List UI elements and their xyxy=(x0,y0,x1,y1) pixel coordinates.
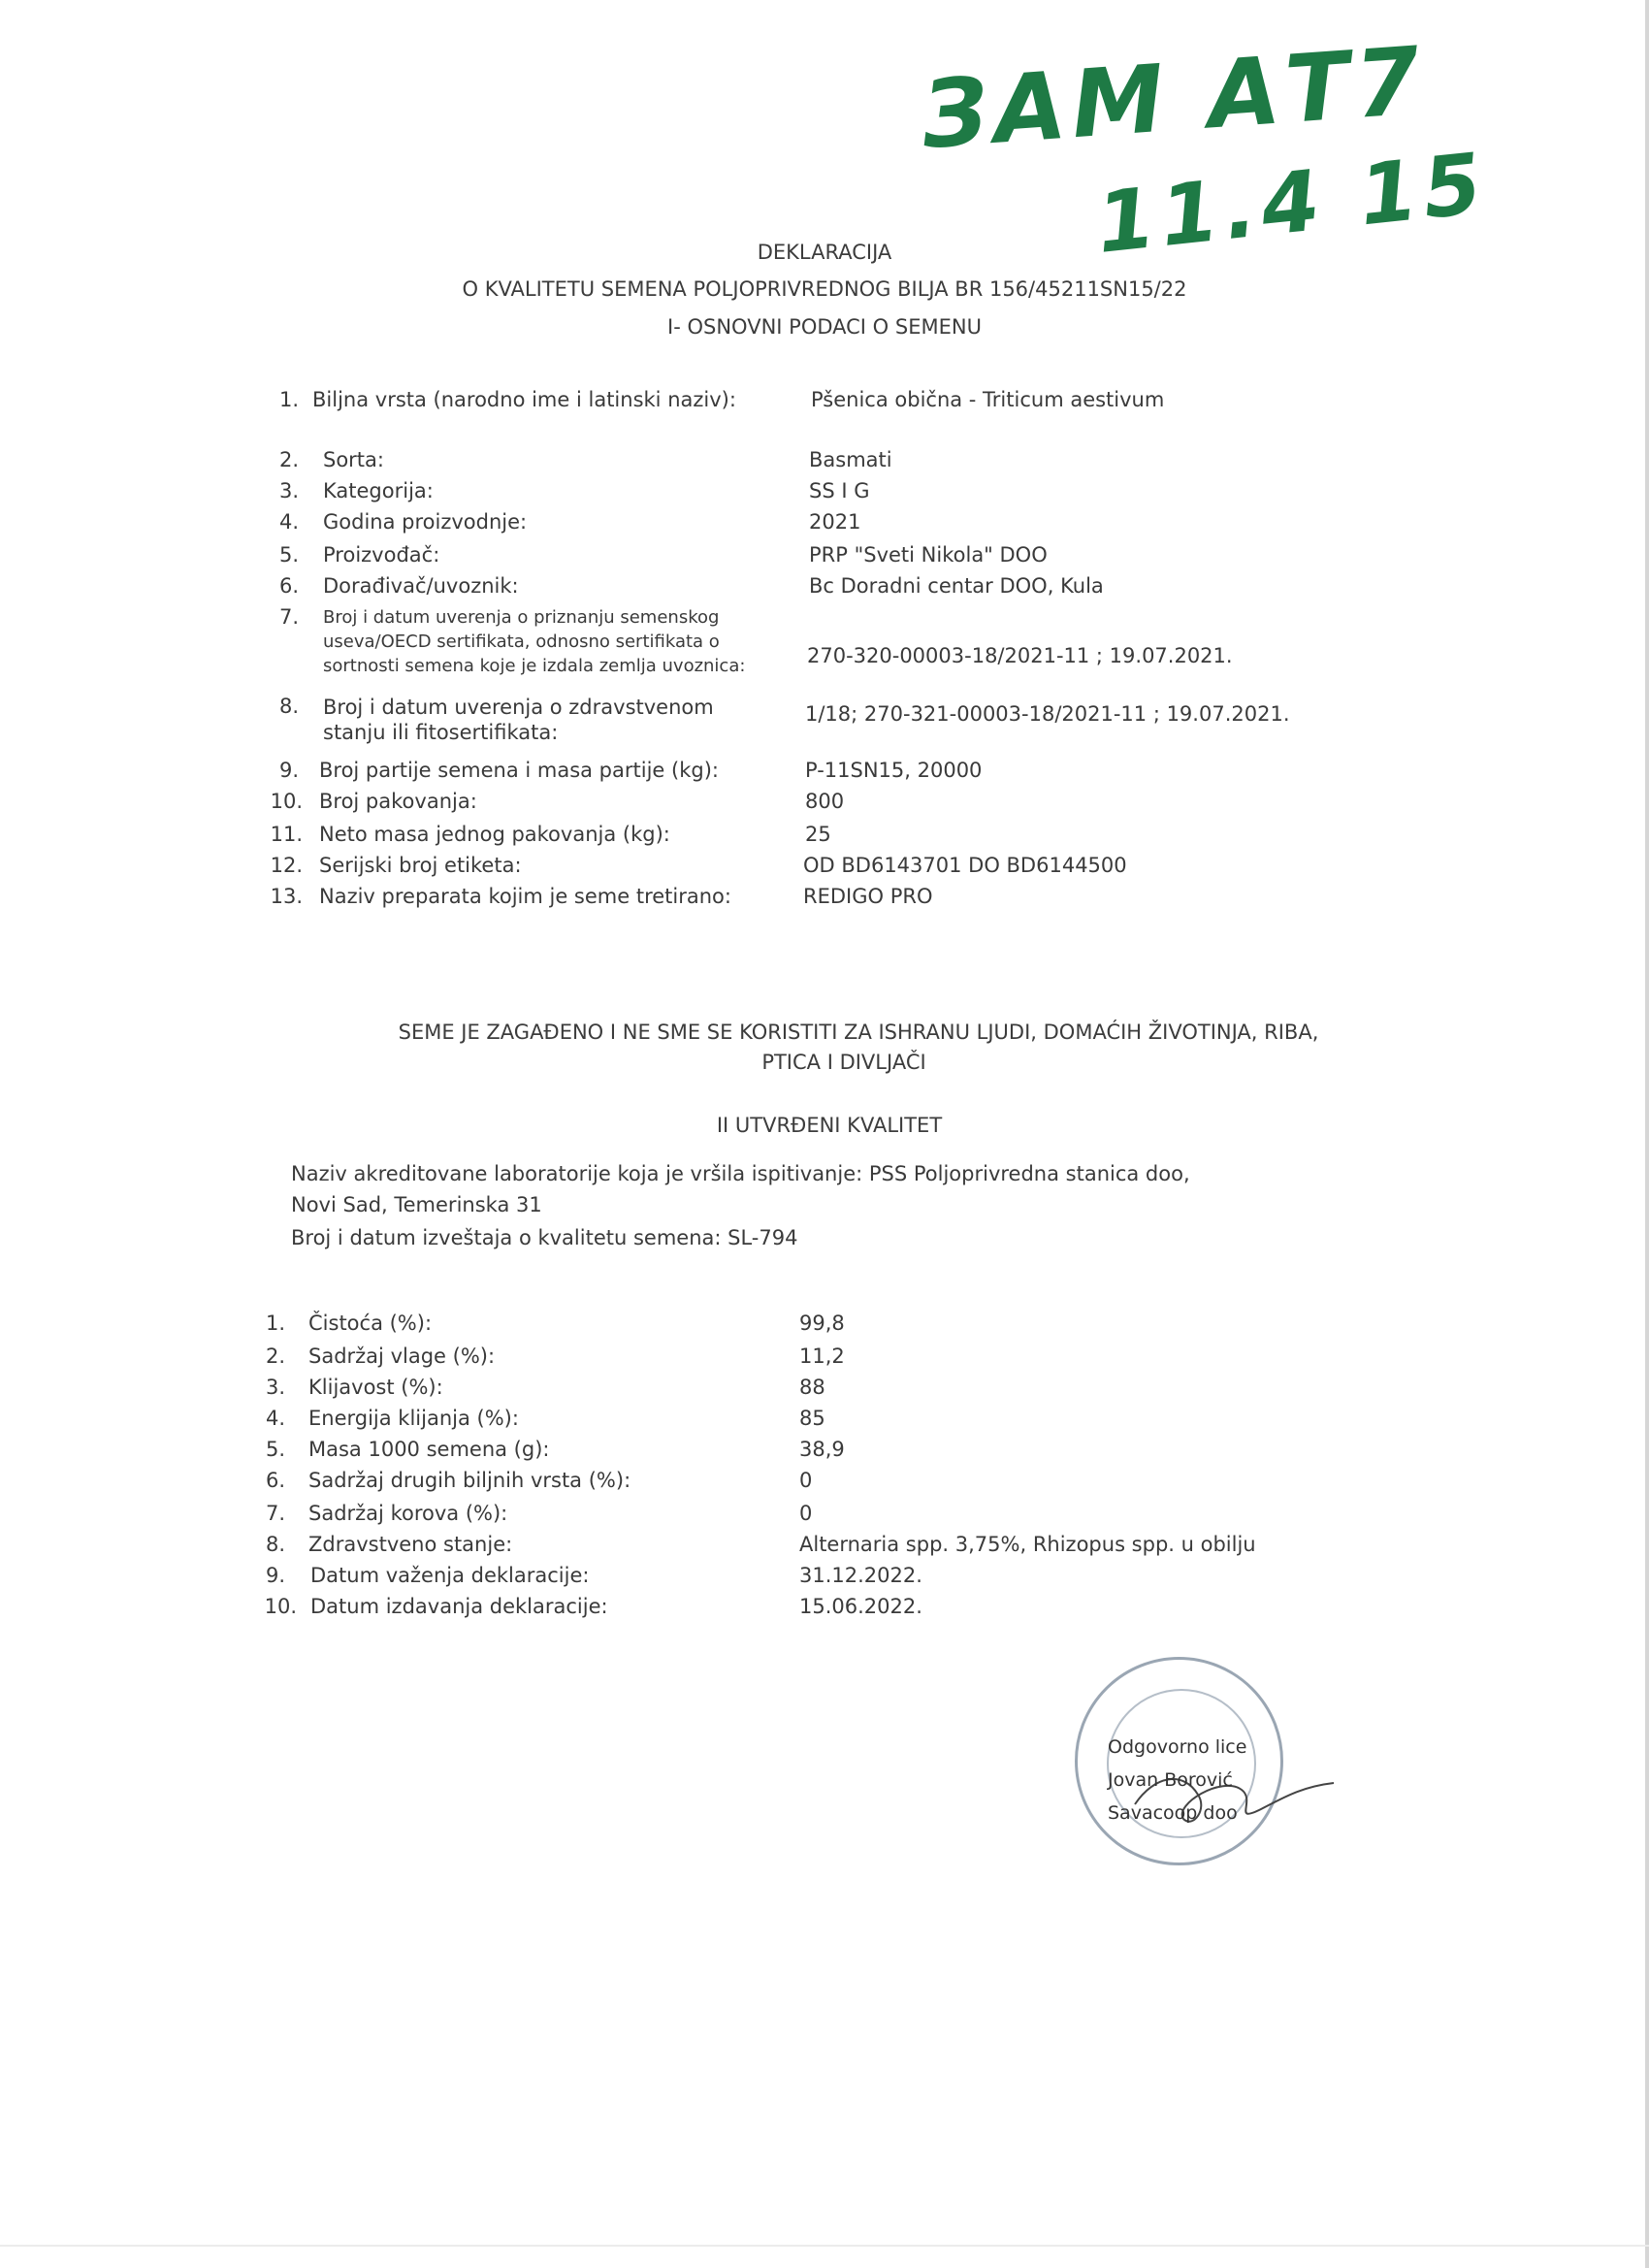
row-number: 6. xyxy=(278,574,299,598)
row-label: Zdravstveno stanje: xyxy=(308,1533,513,1556)
lab-name-line2: Novi Sad, Temerinska 31 xyxy=(291,1193,542,1216)
row-value: 11,2 xyxy=(799,1345,845,1368)
row-label: Biljna vrsta (narodno ime i latinski naziv): xyxy=(312,388,736,411)
row-value: 31.12.2022. xyxy=(799,1564,922,1587)
scan-edge xyxy=(1645,0,1649,2268)
row-label: Sorta: xyxy=(323,448,384,471)
row-label: Dorađivač/uvoznik: xyxy=(323,574,519,598)
row-number: 3. xyxy=(265,1376,285,1399)
row-value: OD BD6143701 DO BD6144500 xyxy=(803,854,1127,877)
row-value: 25 xyxy=(805,823,831,846)
row-number: 2. xyxy=(265,1345,285,1368)
row-number: 5. xyxy=(278,543,299,567)
row-value: 270-320-00003-18/2021-11 ; 19.07.2021. xyxy=(807,644,1233,667)
row-value: P-11SN15, 20000 xyxy=(805,759,983,782)
row-number: 12. xyxy=(270,854,303,877)
row-number: 13. xyxy=(270,885,303,908)
row-label: Serijski broj etiketa: xyxy=(319,854,522,877)
row-number: 7. xyxy=(265,1502,285,1525)
row-label: Kategorija: xyxy=(323,479,434,502)
row-value: SS I G xyxy=(809,479,870,502)
row-label: Naziv preparata kojim je seme tretirano: xyxy=(319,885,731,908)
row-number: 8. xyxy=(278,695,299,718)
scan-bottom-line xyxy=(0,2245,1649,2247)
row-value: 15.06.2022. xyxy=(799,1595,922,1618)
row-label: Broj pakovanja: xyxy=(319,790,477,813)
row-label: Broj i datum uverenja o priznanju semenskog useva/OECD sertifikata, odnosno sertifikata o sortnosti semena koje je izdala zemlja uvoznica: xyxy=(323,607,746,676)
row-number: 9. xyxy=(278,759,299,782)
row-value: 800 xyxy=(805,790,845,813)
responsible-person-label: Odgovorno lice xyxy=(1108,1736,1247,1758)
row-label: Datum izdavanja deklaracije: xyxy=(310,1595,608,1618)
row-value: 0 xyxy=(799,1502,813,1525)
document-title: DEKLARACIJA xyxy=(757,241,892,264)
row-label: Neto masa jednog pakovanja (kg): xyxy=(319,823,670,846)
row-value: REDIGO PRO xyxy=(803,885,933,908)
section-basic-heading: I- OSNOVNI PODACI O SEMENU xyxy=(667,315,982,339)
row-number: 10. xyxy=(264,1595,297,1618)
row-label: Čistoća (%): xyxy=(308,1312,433,1335)
row-number: 4. xyxy=(265,1407,285,1430)
document-subtitle: O KVALITETU SEMENA POLJOPRIVREDNOG BILJA BR 156/45211SN15/22 xyxy=(462,277,1187,301)
row-label: Klijavost (%): xyxy=(308,1376,443,1399)
row-number: 3. xyxy=(278,479,299,502)
responsible-person-name: Jovan Borović xyxy=(1108,1769,1233,1791)
section-quality-heading: II UTVRĐENI KVALITET xyxy=(716,1114,943,1137)
row-number: 2. xyxy=(278,448,299,471)
row-label: Energija klijanja (%): xyxy=(308,1407,519,1430)
row-label: Sadržaj drugih biljnih vrsta (%): xyxy=(308,1469,631,1492)
handwritten-note-line2: 11.4 15 xyxy=(1091,135,1492,273)
row-value: Alternaria spp. 3,75%, Rhizopus spp. u obilju xyxy=(799,1533,1256,1556)
contamination-warning-line1: SEME JE ZAGAĐENO I NE SME SE KORISTITI ZA ISHRANU LJUDI, DOMAĆIH ŽIVOTINJA, RIBA, xyxy=(398,1021,1319,1044)
row-number: 9. xyxy=(265,1564,285,1587)
row-value: 99,8 xyxy=(799,1312,845,1335)
report-number-line: Broj i datum izveštaja o kvalitetu semena: SL-794 xyxy=(291,1226,798,1249)
row-value: 0 xyxy=(799,1469,813,1492)
row-value: 85 xyxy=(799,1407,825,1430)
row-number: 10. xyxy=(270,790,303,813)
row-label: Masa 1000 semena (g): xyxy=(308,1438,550,1461)
row-number: 4. xyxy=(278,510,299,534)
row-label: Sadržaj korova (%): xyxy=(308,1502,508,1525)
row-label: Broj partije semena i masa partije (kg): xyxy=(319,759,719,782)
row-number: 5. xyxy=(265,1438,285,1461)
row-label: Sadržaj vlage (%): xyxy=(308,1345,496,1368)
row-value: Pšenica obična - Triticum aestivum xyxy=(811,388,1165,411)
row-label: Godina proizvodnje: xyxy=(323,510,528,534)
row-value: 2021 xyxy=(809,510,861,534)
contamination-warning-line2: PTICA I DIVLJAČI xyxy=(761,1051,926,1074)
row-number: 11. xyxy=(270,823,303,846)
handwritten-note-line1: ЗАМ АТ7 xyxy=(918,25,1430,171)
row-number: 1. xyxy=(278,388,299,411)
row-value: 88 xyxy=(799,1376,825,1399)
row-value: 1/18; 270-321-00003-18/2021-11 ; 19.07.2021. xyxy=(805,702,1290,726)
row-value: Basmati xyxy=(809,448,892,471)
row-number: 6. xyxy=(265,1469,285,1492)
responsible-company: Savacoop doo xyxy=(1108,1802,1238,1824)
row-label: Datum važenja deklaracije: xyxy=(310,1564,590,1587)
row-label: Broj i datum uverenja o zdravstvenom stanju ili fitosertifikata: xyxy=(323,696,714,744)
row-value: 38,9 xyxy=(799,1438,845,1461)
row-value: Bc Doradni centar DOO, Kula xyxy=(809,574,1104,598)
row-number: 7. xyxy=(278,605,299,629)
lab-name-line1: Naziv akreditovane laboratorije koja je vršila ispitivanje: PSS Poljoprivredna stanica doo, xyxy=(291,1162,1190,1185)
row-number: 8. xyxy=(265,1533,285,1556)
row-label: Proizvođač: xyxy=(323,543,440,567)
row-value: PRP "Sveti Nikola" DOO xyxy=(809,543,1048,567)
row-number: 1. xyxy=(265,1312,285,1335)
